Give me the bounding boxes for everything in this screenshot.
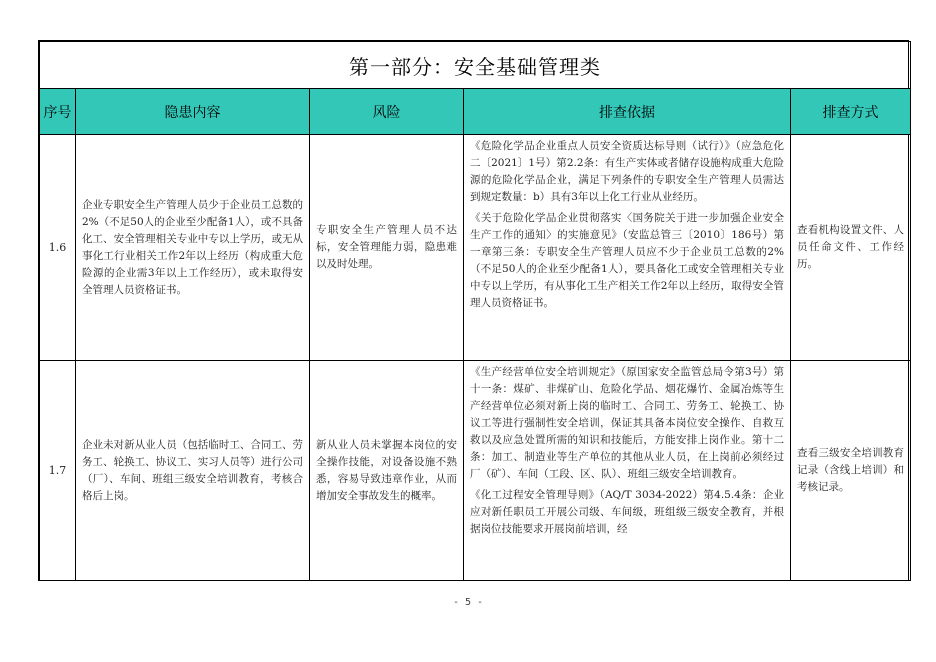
table-container: [38, 40, 909, 581]
row-method: 查看机构设置文件、人员任命文件、工作经历。: [791, 135, 911, 361]
row-seq: 1.7: [40, 361, 76, 581]
row-risk: 新从业人员未掌握本岗位的安全操作技能，对设备设施不熟悉，容易导致违章作业，从而增加安全事故发生的概率。: [310, 361, 464, 581]
table-row: [40, 135, 911, 361]
row-basis: [464, 135, 791, 361]
table-row: [40, 361, 911, 581]
row-hazard: 企业未对新从业人员（包括临时工、合同工、劳务工、轮换工、协议工、实习人员等）进行公司（厂）、车间、班组三级安全培训教育，考核合格后上岗。: [76, 361, 310, 581]
header-method: 排查方式: [791, 89, 911, 135]
header-hazard: 隐患内容: [76, 89, 310, 135]
inspection-table: [39, 41, 911, 581]
basis-paragraph: 《关于危险化学品企业贯彻落实〈国务院关于进一步加强企业安全生产工作的通知〉的实施意见》（安监总管三〔2010〕186号）第一章第三条：专职安全生产管理人员应不少于企业员工总数的2%（不足50人的企业至少配备1人），要具备化工或安全管理相关专业中专以上学历，有从事化工生产相关工作2年以上经历，取得安全管理人员资格证书。: [470, 212, 784, 309]
basis-paragraph: 《生产经营单位安全培训规定》（原国家安全监管总局令第3号）第十一条：煤矿、非煤矿山、危险化学品、烟花爆竹、金属冶炼等生产经营单位必须对新上岗的临时工、合同工、劳务工、轮换工、协议工等进行强制性安全培训，保证其具备本岗位安全操作、自救互救以及应急处置所需的知识和技能后，方能安排上岗作业。第十二条：加工、制造业等生产单位的其他从业人员，在上岗前必须经过厂（矿）、车间（工段、区、队）、班组三级安全培训教育。: [470, 366, 784, 480]
row-method: 查看三级安全培训教育记录（含线上培训）和考核记录。: [791, 361, 911, 581]
header-basis: 排查依据: [464, 89, 791, 135]
row-basis: [464, 361, 791, 581]
header-seq: 序号: [40, 89, 76, 135]
basis-paragraph: 《危险化学品企业重点人员安全资质达标导则（试行）》（应急危化二〔2021〕1号）第2.2条：有生产实体或者储存设施构成重大危险源的危险化学品企业，满足下列条件的专职安全生产管理人员需达到规定数量：b）具有3年以上化工行业从业经历。: [470, 140, 784, 203]
header-row: [40, 89, 911, 135]
row-seq: 1.6: [40, 135, 76, 361]
basis-paragraph: 《化工过程安全管理导则》（AQ/T 3034-2022）第4.5.4条：企业应对新任职员工开展公司级、车间级，班组级三级安全教育，并根据岗位技能要求开展岗前培训，经: [470, 489, 784, 535]
header-risk: 风险: [310, 89, 464, 135]
row-risk: 专职安全生产管理人员不达标，安全管理能力弱，隐患难以及时处理。: [310, 135, 464, 361]
table-title: 第一部分：安全基础管理类: [40, 42, 911, 89]
page-number: - 5 -: [452, 597, 484, 608]
row-hazard: 企业专职安全生产管理人员少于企业员工总数的2%（不足50人的企业至少配备1人），或不具备化工、安全管理相关专业中专以上学历，或无从事化工行业相关工作2年以上经历（构成重大危险源的企业需3年以上工作经历），或未取得安全管理人员资格证书。: [76, 135, 310, 361]
